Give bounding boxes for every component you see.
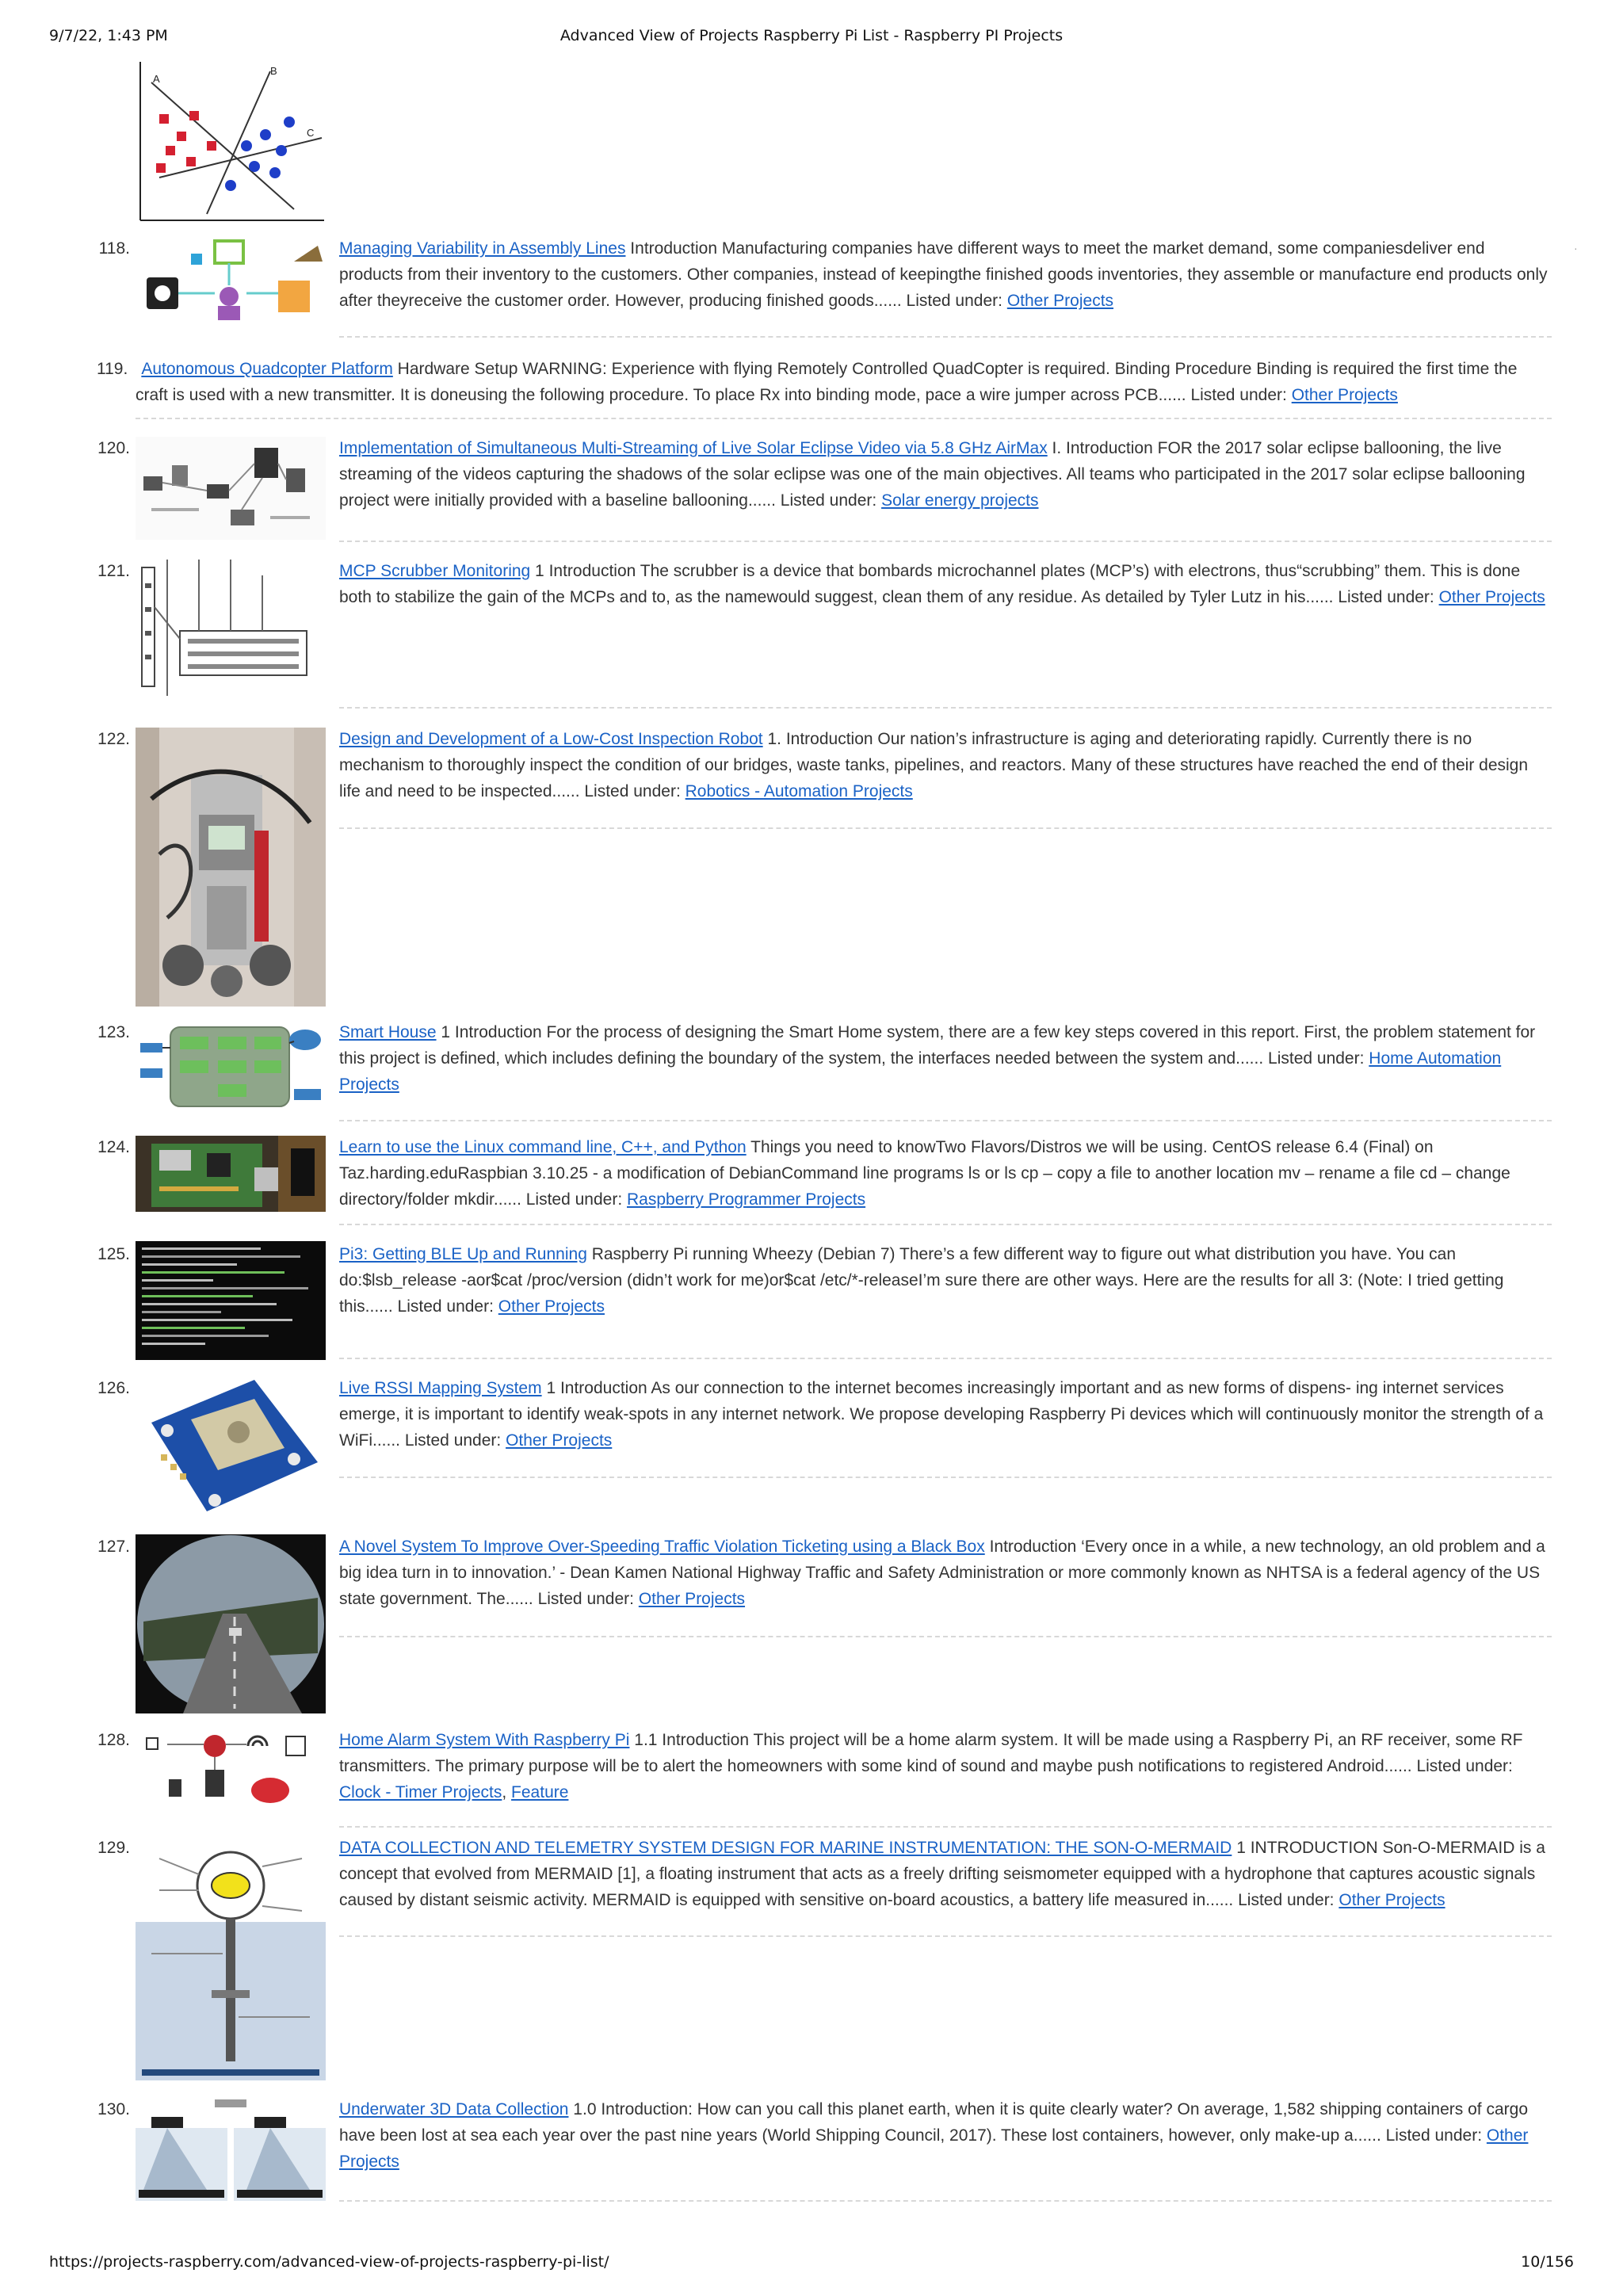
item-128-thumbnail[interactable] xyxy=(136,1729,326,1811)
item-124-thumbnail[interactable] xyxy=(136,1136,326,1212)
print-page-number: 10/156 xyxy=(1521,2253,1574,2271)
item-127-separator xyxy=(339,1636,1552,1637)
item-129-entry xyxy=(339,1835,1552,1913)
item-118-title-link[interactable]: Managing Variability in Assembly Lines xyxy=(339,239,626,258)
item-127-number: 127. xyxy=(97,1538,130,1556)
item-127-thumbnail[interactable] xyxy=(136,1534,326,1713)
item-124-separator xyxy=(339,1224,1552,1225)
item-119-category-link[interactable]: Other Projects xyxy=(1291,386,1398,404)
item-128-category-link-1[interactable]: Clock - Timer Projects xyxy=(339,1783,502,1801)
item-120-summary: I. Introduction FOR the 2017 solar eclipse ballooning, the live streaming of the videos capturing the shadows of the solar eclipse was one of the main objectives. All teams who participated in the 2017 solar eclipse ballooning project were initially provided with a baseline ballooning...... Listed under: xyxy=(339,439,1526,510)
item-123-number: 123. xyxy=(97,1023,130,1041)
item-127-title-link[interactable]: A Novel System To Improve Over-Speeding Traffic Violation Ticketing using a Black Box xyxy=(339,1538,985,1556)
item-123-category-link[interactable]: Home Automation Projects xyxy=(339,1049,1502,1094)
item-122-summary: 1. Introduction Our nation’s infrastructure is aging and deteriorating rapidly. Currently there is no mechanism to thoroughly inspect the condition of our bridges, waste tanks, pipelines, and reactors. Many of these structures have reached the end of their design life and need to be inspected...... Listed under: xyxy=(339,730,1529,800)
item-121-category-link[interactable]: Other Projects xyxy=(1438,588,1545,606)
item-125-title-link[interactable]: Pi3: Getting BLE Up and Running xyxy=(339,1245,587,1263)
item-124-category-link[interactable]: Raspberry Programmer Projects xyxy=(627,1190,866,1209)
print-page-title: Advanced View of Projects Raspberry Pi List - Raspberry PI Projects xyxy=(559,27,1064,44)
item-118-number: 118. xyxy=(98,239,130,258)
item-128-entry: Home Alarm System With Raspberry Pi 1.1 Introduction This project will be a home alarm system. It will be made using a Raspberry Pi, an RF receiver, some RF transmitters. The primary purpose will be to alert the homeowners with some kind of sound and maybe push notifications to registered Android...... Listed under: Clock - Timer Projects, Feature xyxy=(339,1731,1523,1801)
item-126-summary: 1 Introduction As our connection to the internet becomes increasingly important and as new forms of dispens- ing internet services emerge, it is important to identify weak-spots in any internet network. We propose developing Raspberry Pi devices which will continuously monitor the strength of a WiFi...... Listed under: xyxy=(339,1379,1544,1450)
item-130-separator xyxy=(339,2200,1552,2202)
print-header xyxy=(0,27,1623,48)
item-124-title-link[interactable]: Learn to use the Linux command line, C++, and Python xyxy=(339,1138,747,1156)
item-119-separator xyxy=(136,418,1552,419)
item-129-title-link[interactable]: DATA COLLECTION AND TELEMETRY SYSTEM DESIGN FOR MARINE INSTRUMENTATION: THE SON-O-MERMAID xyxy=(339,1839,1232,1857)
item-128-summary: 1.1 Introduction This project will be a home alarm system. It will be made using a Raspberry Pi, an RF receiver, some RF transmitters. The primary purpose will be to alert the homeowners with some kind of sound and maybe push notifications to registered Android...... Listed under: xyxy=(339,1731,1523,1775)
item-120-thumbnail[interactable] xyxy=(136,437,326,540)
item-118-entry xyxy=(339,235,1552,314)
item-126-thumbnail[interactable] xyxy=(136,1375,326,1515)
item-119-number: 119. xyxy=(97,360,128,378)
item-126-entry xyxy=(339,1375,1552,1454)
item-125-number: 125. xyxy=(97,1245,130,1263)
item-128-category-link-2[interactable]: Feature xyxy=(511,1783,569,1801)
item-130-title-link[interactable]: Underwater 3D Data Collection xyxy=(339,2100,569,2118)
item-130-entry xyxy=(339,2096,1552,2175)
item-126-separator xyxy=(339,1477,1552,1478)
item-123-separator xyxy=(339,1120,1552,1121)
item-125-category-link[interactable]: Other Projects xyxy=(498,1297,605,1316)
item-121-number: 121. xyxy=(97,562,130,580)
item-122-title-link[interactable]: Design and Development of a Low-Cost Inspection Robot xyxy=(339,730,763,748)
item-124-summary: Things you need to knowTwo Flavors/Distros we will be using. CentOS release 6.4 (Final) on Taz.harding.eduRaspbian 3.10.25 - a modification of DebianCommand line programs ls or ls cp – copy a file to another location mv – rename a file cd – change directory/folder mkdir...... Listed under: xyxy=(339,1138,1510,1209)
item-128-separator xyxy=(339,1826,1552,1828)
item-118-category-link[interactable]: Other Projects xyxy=(1006,292,1114,310)
item-128-title-link[interactable]: Home Alarm System With Raspberry Pi xyxy=(339,1731,630,1749)
item-130-category-link[interactable]: Other Projects xyxy=(339,2126,1529,2171)
item-129-separator xyxy=(339,1935,1552,1937)
item-123-thumbnail[interactable] xyxy=(136,1022,326,1111)
item-121-separator xyxy=(339,707,1552,709)
item-128-number: 128. xyxy=(97,1731,130,1749)
print-url: https://projects-raspberry.com/advanced-view-of-projects-raspberry-pi-list/ xyxy=(49,2253,609,2271)
item-118-summary: Introduction Manufacturing companies have different ways to meet the market demand, some companiesdeliver end products from their inventory to the customers. Other companies, instead of keepingthe finished goods inventories, they assemble or manufacture end products only after theyreceive the customer order. However, producing finished goods...... Listed under: xyxy=(339,239,1548,310)
item-123-title-link[interactable]: Smart House xyxy=(339,1023,437,1041)
item-129-category-link[interactable]: Other Projects xyxy=(1338,1891,1445,1909)
item-127-summary: Introduction ‘Every once in a while, a new technology, an old problem and a big idea turn in to innovation.’ - Dean Kamen National Highway Traffic and Safety Administration or more commonly known as NHTSA is a federal agency of the US state government. The...... Listed under: xyxy=(339,1538,1545,1608)
item-122-category-link[interactable]: Robotics - Automation Projects xyxy=(685,782,913,800)
item-123-entry xyxy=(339,1019,1552,1098)
line-label-a: A xyxy=(153,73,160,85)
item-122-entry xyxy=(339,726,1552,804)
item-127-entry xyxy=(339,1534,1552,1612)
item-120-entry xyxy=(339,435,1552,514)
item-122-thumbnail[interactable] xyxy=(136,728,326,1007)
line-label-c: C xyxy=(307,127,315,139)
print-footer xyxy=(0,2253,1623,2274)
item-126-number: 126. xyxy=(97,1379,130,1397)
item-130-number: 130. xyxy=(97,2100,130,2118)
item-120-separator xyxy=(339,541,1552,542)
item-120-title-link[interactable]: Implementation of Simultaneous Multi-Streaming of Live Solar Eclipse Video via 5.8 GHz AirMax xyxy=(339,439,1048,457)
item-129-thumbnail[interactable] xyxy=(136,1835,326,2080)
item-119-entry xyxy=(97,356,1552,408)
item-125-summary: Raspberry Pi running Wheezy (Debian 7) There’s a few different way to figure out what distribution you have. You can do:$lsb_release -aor$cat /proc/version (didn’t work for me)or$cat /etc/*-releaseI’m sure there are other ways. Here are the results for all 3: (Note: I tried getting this...... Listed under: xyxy=(339,1245,1504,1316)
item-124-number: 124. xyxy=(97,1138,130,1156)
item-129-number: 129. xyxy=(97,1839,130,1857)
item-121-entry xyxy=(339,558,1552,610)
item-125-separator xyxy=(339,1358,1552,1359)
item-129-summary: 1 INTRODUCTION Son-O-MERMAID is a concept that evolved from MERMAID [1], a floating instrument that acts as a freely drifting seismometer equipped with a hydrophone that captures acoustic signals caused by distant seismic activity. MERMAID is equipped with sensitive on-board acoustics, a battery life measured in...... Listed under: xyxy=(339,1839,1545,1909)
item-124-entry xyxy=(339,1134,1552,1213)
item-127-category-link[interactable]: Other Projects xyxy=(638,1590,746,1608)
item-126-title-link[interactable]: Live RSSI Mapping System xyxy=(339,1379,542,1397)
item-125-entry xyxy=(339,1241,1552,1320)
item-121-title-link[interactable]: MCP Scrubber Monitoring xyxy=(339,562,531,580)
item-119-title-link[interactable]: Autonomous Quadcopter Platform xyxy=(141,360,393,378)
item-122-separator xyxy=(339,827,1552,829)
item-123-summary: 1 Introduction For the process of designing the Smart Home system, there are a few key steps covered in this report. First, the problem statement for this project is defined, which includes defining the boundary of the system, the interfaces needed between the system and...... Listed under: xyxy=(339,1023,1536,1068)
item-125-thumbnail[interactable] xyxy=(136,1241,326,1360)
item-122-number: 122. xyxy=(97,730,130,748)
item-126-category-link[interactable]: Other Projects xyxy=(506,1431,613,1450)
item-121-thumbnail[interactable] xyxy=(136,560,326,696)
side-marker: · xyxy=(1574,242,1578,254)
item-118-thumbnail[interactable] xyxy=(136,238,326,325)
item-120-category-link[interactable]: Solar energy projects xyxy=(881,491,1039,510)
print-datetime: 9/7/22, 1:43 PM xyxy=(49,27,168,44)
item-120-number: 120. xyxy=(97,439,130,457)
item-130-thumbnail[interactable] xyxy=(136,2096,326,2201)
item-121-summary: 1 Introduction The scrubber is a device that bombards microchannel plates (MCP’s) with electrons, thus“scrubbing” them. This is done both to stabilize the gain of the MCPs and to, as the namewould suggest, clean them of any residue. As detailed by Tyler Lutz in his...... Listed under: xyxy=(339,562,1521,606)
item-119-summary: Hardware Setup WARNING: Experience with flying Remotely Controlled QuadCopter is required. Binding Procedure Binding is required the first time the craft is used with a new transmitter. It is doneusing the following procedure. To place Rx into binding mode, pace a wire jumper across PCB...... Listed under: xyxy=(136,360,1518,404)
line-label-b: B xyxy=(270,65,277,77)
item-118-separator xyxy=(339,336,1552,338)
item-130-summary: 1.0 Introduction: How can you call this planet earth, when it is quite clearly water? On average, 1,582 shipping containers of cargo have been lost at sea each year over the past nine years (World Shipping Council, 2017). These lost containers, however, only make-up a...... Listed under: xyxy=(339,2100,1528,2145)
item-117-thumbnail[interactable] xyxy=(136,59,326,222)
